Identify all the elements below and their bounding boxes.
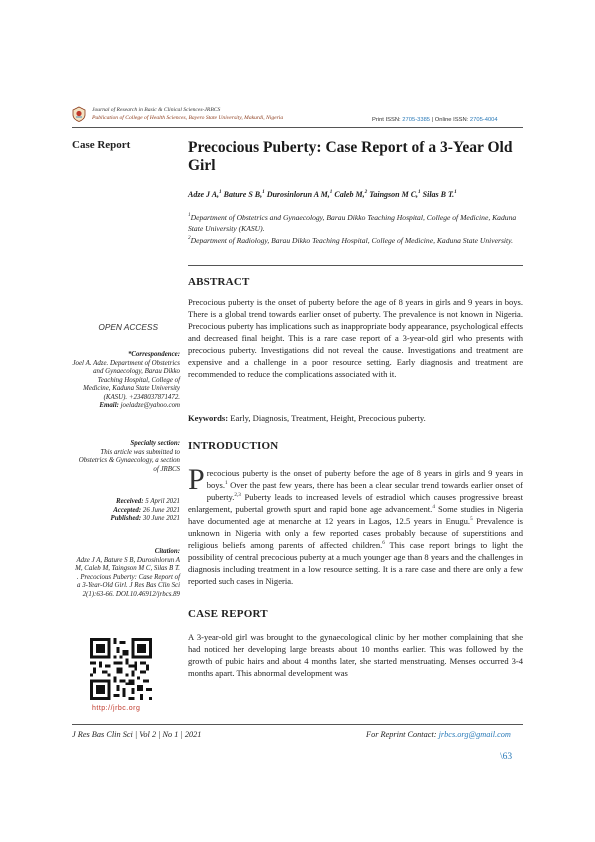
email-label: Email: xyxy=(99,402,119,409)
print-issn-label: Print ISSN: xyxy=(372,117,401,123)
qr-code-icon[interactable] xyxy=(90,638,152,700)
introduction-heading: INTRODUCTION xyxy=(188,440,279,452)
correspondence-block xyxy=(72,351,180,411)
email-address[interactable]: joeladze@yahoo.com xyxy=(120,402,180,409)
keywords xyxy=(188,413,523,423)
issn-info xyxy=(372,117,498,123)
article-type: Case Report xyxy=(72,139,131,151)
author: Adze J A, xyxy=(188,190,220,199)
author: Bature S B, xyxy=(223,190,263,199)
correspondence-label: *Correspondence: xyxy=(127,351,180,358)
citation-text: Adze J A, Bature S B, Durosinlorun A M, Caleb M, Taingson M C, Silas B T. . Precocious Puberty: Case Report of a 3-Year-Old Girl. J Res Bas Clin Sci 2(1):63-66. DOI.10.46912/jrbcs.89 xyxy=(75,556,180,598)
print-issn: 2705-3385 xyxy=(402,117,431,123)
specialty-section xyxy=(72,440,180,474)
online-issn: 2705-4004 xyxy=(469,117,498,123)
footer-citation: J Res Bas Clin Sci | Vol 2 | No 1 | 2021 xyxy=(72,730,202,739)
keywords-list: Early, Diagnosis, Treatment, Height, Precocious puberty. xyxy=(230,413,426,423)
reprint-email[interactable]: jrbcs.org@gmail.com xyxy=(438,730,511,739)
specialty-label: Specialty section: xyxy=(130,440,180,447)
affiliation: $^2$Department of Radiology, Barau Dikko Teaching Hospital, College of Medicine, Kaduna State University. xyxy=(188,235,514,245)
case-report-text: A 3-year-old girl was brought to the gynaecological clinic by her mother complaining that she had noticed her developing large breasts about 10 months earlier. This was followed by the growth of pubic hairs and about 4 months later, she started menstruating. Menses occurred 3-4 months apart. This abnormal development was xyxy=(188,632,523,679)
case-report-heading: CASE REPORT xyxy=(188,608,268,620)
journal-name: Journal of Research in Basic & Clinical Sciences-JRBCS xyxy=(92,107,221,113)
author: Taingson M C, xyxy=(369,190,419,199)
article-dates: Received: 5 April 2021 Accepted: 26 June 2021 Published: 30 June 2021 xyxy=(110,498,180,522)
citation-label: Citation: xyxy=(154,548,180,555)
publisher-name: Publication of College of Health Sciences, Bayero State University, Makurdi, Nigeria xyxy=(92,114,284,121)
author: Caleb M, xyxy=(334,190,365,199)
author-list: Adze J A,$^1$ Bature S B,$^1$ Durosinlorun A M,$^1$ Caleb M,$^2$ Taingson M C,$^1$ Silas B T.$^1$ xyxy=(188,189,457,199)
introduction-text: Precocious puberty is the onset of puberty before the age of 8 years in girls and 9 years in boys.$^1$ Over the past few years, there has been a clear secular trend towards earlier onset of puberty.$^{2,3}$ Puberty leads to increased levels of estradiol which causes progressive breast enlargement, pubertal growth spurt and rapid bone age advancement.$^4$ Some studies in Nigeria have documented age at menarche at 12 years in Lagos, 12.5 years in Enugu.$^5$ Prevalence is unknown in Nigeria with only a few reported cases probably because of superstitions and religious beliefs among parents of affected children.$^6$ This case report brings to light the possibility of central precocious puberty at a much younger age than 8 years and the challenges in diagnosis including treatment in a low resource setting. It is a rare case and there are only a few reported such cases in Nigeria. xyxy=(188,463,524,587)
online-issn-label: | Online ISSN: xyxy=(431,117,469,123)
article-title: Precocious Puberty: Case Report of a 3-Year Old Girl xyxy=(188,139,513,174)
author: Silas B T. xyxy=(422,190,455,199)
reprint-label: For Reprint Contact: xyxy=(366,730,437,739)
keywords-label: Keywords: xyxy=(188,413,229,423)
title-divider xyxy=(188,265,523,266)
published-date: 30 June 2021 xyxy=(142,515,180,522)
received-date: 5 April 2021 xyxy=(145,498,180,505)
open-access-label: OPEN ACCESS xyxy=(98,322,158,332)
affiliations xyxy=(188,212,523,247)
abstract-heading: ABSTRACT xyxy=(188,276,250,288)
specialty-text: This article was submitted to Obstetrics & Gynaecology, a section of JRBCS xyxy=(78,448,180,473)
correspondence-text: Joel A. Adze. Department of Obstetrics and Gynaecology, Barau Dikko Teaching Hospital, College of Medicine, Kaduna State University (KASU). +2348037871472. xyxy=(72,359,180,401)
header-divider xyxy=(72,127,523,128)
page-number: \63 xyxy=(500,752,513,762)
citation-block xyxy=(72,548,180,599)
footer-divider xyxy=(72,724,523,725)
journal-logo-icon xyxy=(72,106,86,122)
accepted-date: 26 June 2021 xyxy=(142,506,180,514)
drop-cap: P xyxy=(188,463,205,496)
reprint-contact xyxy=(366,730,511,739)
abstract-text: Precocious puberty is the onset of puberty before the age of 8 years in girls and 9 years in boys. There is a global trend towards earlier onset of puberty. The prevalence is not known in Nigeria. Precocious puberty has implications such as inappropriate body appearance, psychological effects and decreased final height. This is a rare case report of a 3-year-old girl who presents with precocious puberty. Investigations did not reveal the cause. Investigations and treatment are expensive and a challenge in a poor resource setting. Early diagnosis and treatment are recommended to reduce the complications associated with it. xyxy=(188,297,523,380)
journal-header xyxy=(92,107,362,122)
website-link[interactable]: http://jrbc.org xyxy=(92,705,141,712)
author: Durosinlorun A M, xyxy=(266,190,330,199)
affiliation: $^1$Department of Obstetrics and Gynaecology, Barau Dikko Teaching Hospital, College of Medicine, Kaduna State University (KASU). xyxy=(188,212,517,233)
